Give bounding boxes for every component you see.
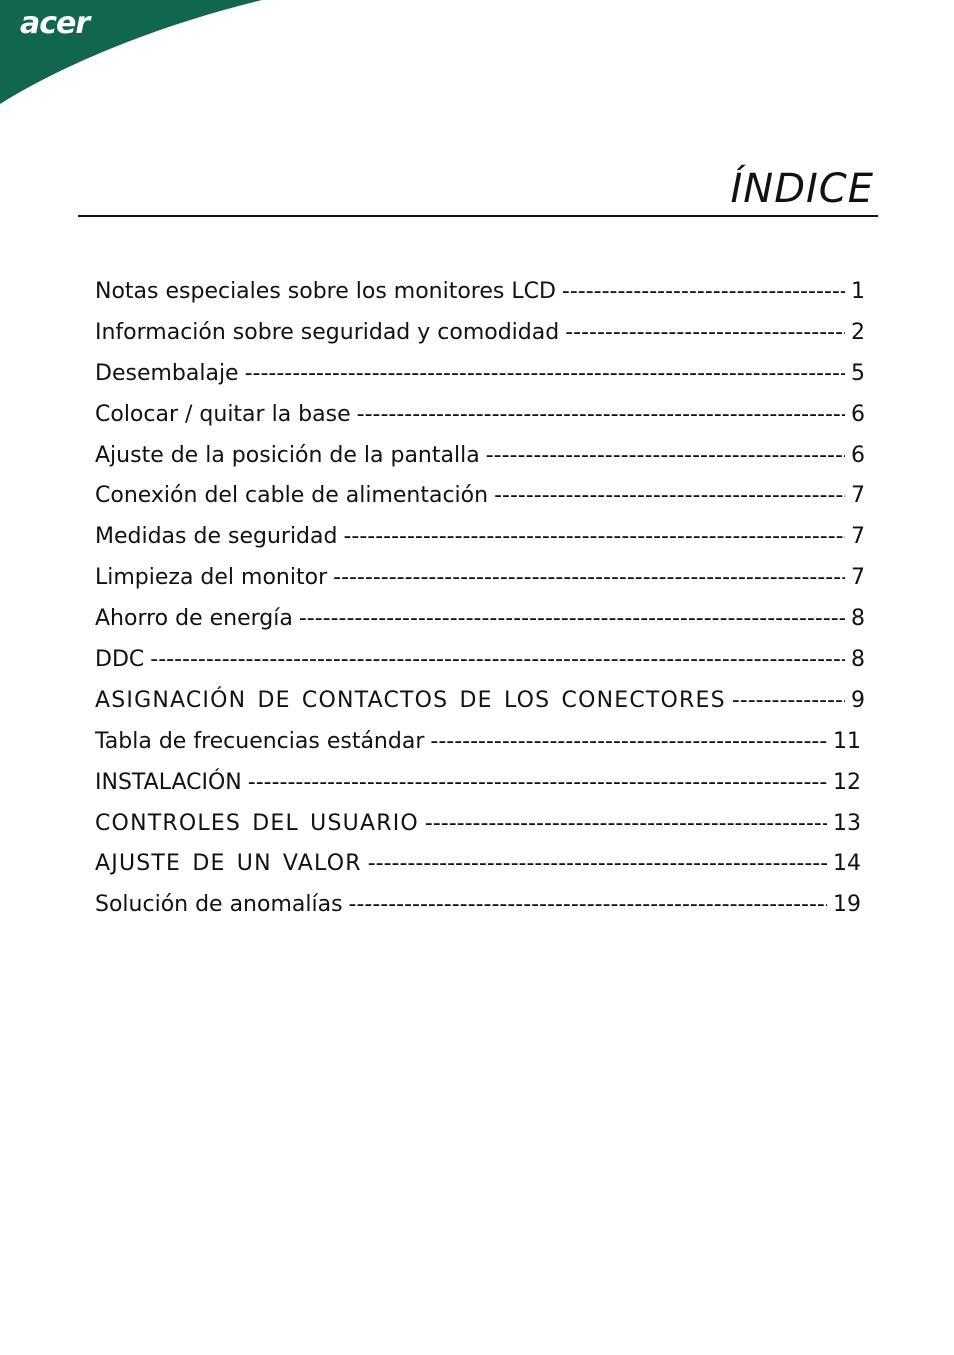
toc-leader — [430, 722, 827, 763]
toc-entry-page: 1 — [851, 279, 865, 304]
toc-leader — [486, 436, 845, 477]
toc-entry[interactable] — [95, 476, 865, 517]
table-of-contents — [95, 272, 865, 926]
toc-entry-page: 6 — [851, 401, 865, 427]
toc-leader — [562, 272, 845, 313]
toc-entry-page: 8 — [851, 606, 865, 632]
toc-entry[interactable] — [95, 844, 865, 885]
toc-entry[interactable] — [95, 640, 865, 681]
toc-entry-label: Limpieza del monitor — [95, 565, 328, 591]
toc-entry-label: ASIGNACIÓN DE CONTACTOS DE LOS CONECTORES — [95, 687, 726, 713]
toc-leader — [494, 476, 845, 517]
toc-entry-label: Información sobre seguridad y comodidad — [95, 319, 560, 345]
toc-entry-page: 2 — [851, 319, 865, 345]
toc-entry[interactable] — [95, 599, 865, 640]
toc-leader — [425, 804, 827, 845]
toc-entry-page: 19 — [833, 892, 861, 918]
toc-leader — [333, 558, 845, 599]
toc-entry-page: 7 — [851, 483, 865, 509]
toc-entry-label: DDC — [95, 647, 145, 673]
toc-leader — [357, 395, 845, 436]
toc-leader — [349, 885, 827, 926]
toc-entry-label: CONTROLES DEL USUARIO — [95, 810, 419, 836]
toc-leader — [150, 640, 845, 681]
toc-entry-label: Ahorro de energía — [95, 606, 293, 632]
toc-entry-page: 7 — [851, 565, 865, 591]
toc-entry-label: Desembalaje — [95, 360, 239, 386]
toc-entry-page: 8 — [851, 647, 865, 673]
toc-entry-page: 11 — [833, 728, 861, 754]
toc-entry-page: 12 — [833, 769, 861, 795]
toc-entry[interactable] — [95, 722, 865, 763]
toc-entry-label: INSTALACIÓN — [95, 769, 242, 795]
toc-entry-page: 5 — [851, 360, 865, 386]
acer-logo: acer — [20, 6, 90, 41]
toc-entry[interactable] — [95, 517, 865, 558]
toc-entry[interactable] — [95, 804, 865, 845]
toc-entry-label: Colocar / quitar la base — [95, 401, 351, 427]
toc-entry[interactable] — [95, 885, 865, 926]
toc-entry-page: 7 — [851, 524, 865, 550]
toc-leader — [245, 354, 845, 395]
header-band — [0, 0, 954, 110]
toc-entry-label: Notas especiales sobre los monitores LCD — [95, 279, 556, 304]
toc-entry-page: 6 — [851, 442, 865, 468]
toc-entry[interactable] — [95, 313, 865, 354]
toc-entry[interactable] — [95, 395, 865, 436]
toc-entry[interactable] — [95, 354, 865, 395]
toc-leader — [343, 517, 845, 558]
toc-leader — [299, 599, 845, 640]
toc-entry-page: 13 — [833, 810, 861, 836]
toc-entry[interactable] — [95, 436, 865, 477]
toc-entry[interactable] — [95, 681, 865, 722]
toc-leader — [732, 681, 845, 722]
toc-entry-label: Ajuste de la posición de la pantalla — [95, 442, 480, 468]
toc-entry-label: AJUSTE DE UN VALOR — [95, 851, 362, 877]
toc-leader — [248, 763, 827, 804]
page-title: ÍNDICE — [730, 166, 874, 212]
toc-entry-page: 9 — [851, 687, 865, 713]
toc-leader — [368, 844, 827, 885]
toc-entry[interactable] — [95, 558, 865, 599]
toc-entry-page: 14 — [833, 851, 861, 877]
toc-entry-label: Tabla de frecuencias estándar — [95, 728, 425, 754]
toc-entry-label: Medidas de seguridad — [95, 524, 338, 550]
title-divider — [78, 215, 878, 217]
toc-entry-label: Solución de anomalías — [95, 892, 343, 918]
toc-entry[interactable] — [95, 272, 865, 313]
header-swoosh — [0, 0, 954, 110]
toc-entry[interactable] — [95, 763, 865, 804]
toc-leader — [565, 313, 845, 354]
toc-entry-label: Conexión del cable de alimentación — [95, 483, 489, 509]
